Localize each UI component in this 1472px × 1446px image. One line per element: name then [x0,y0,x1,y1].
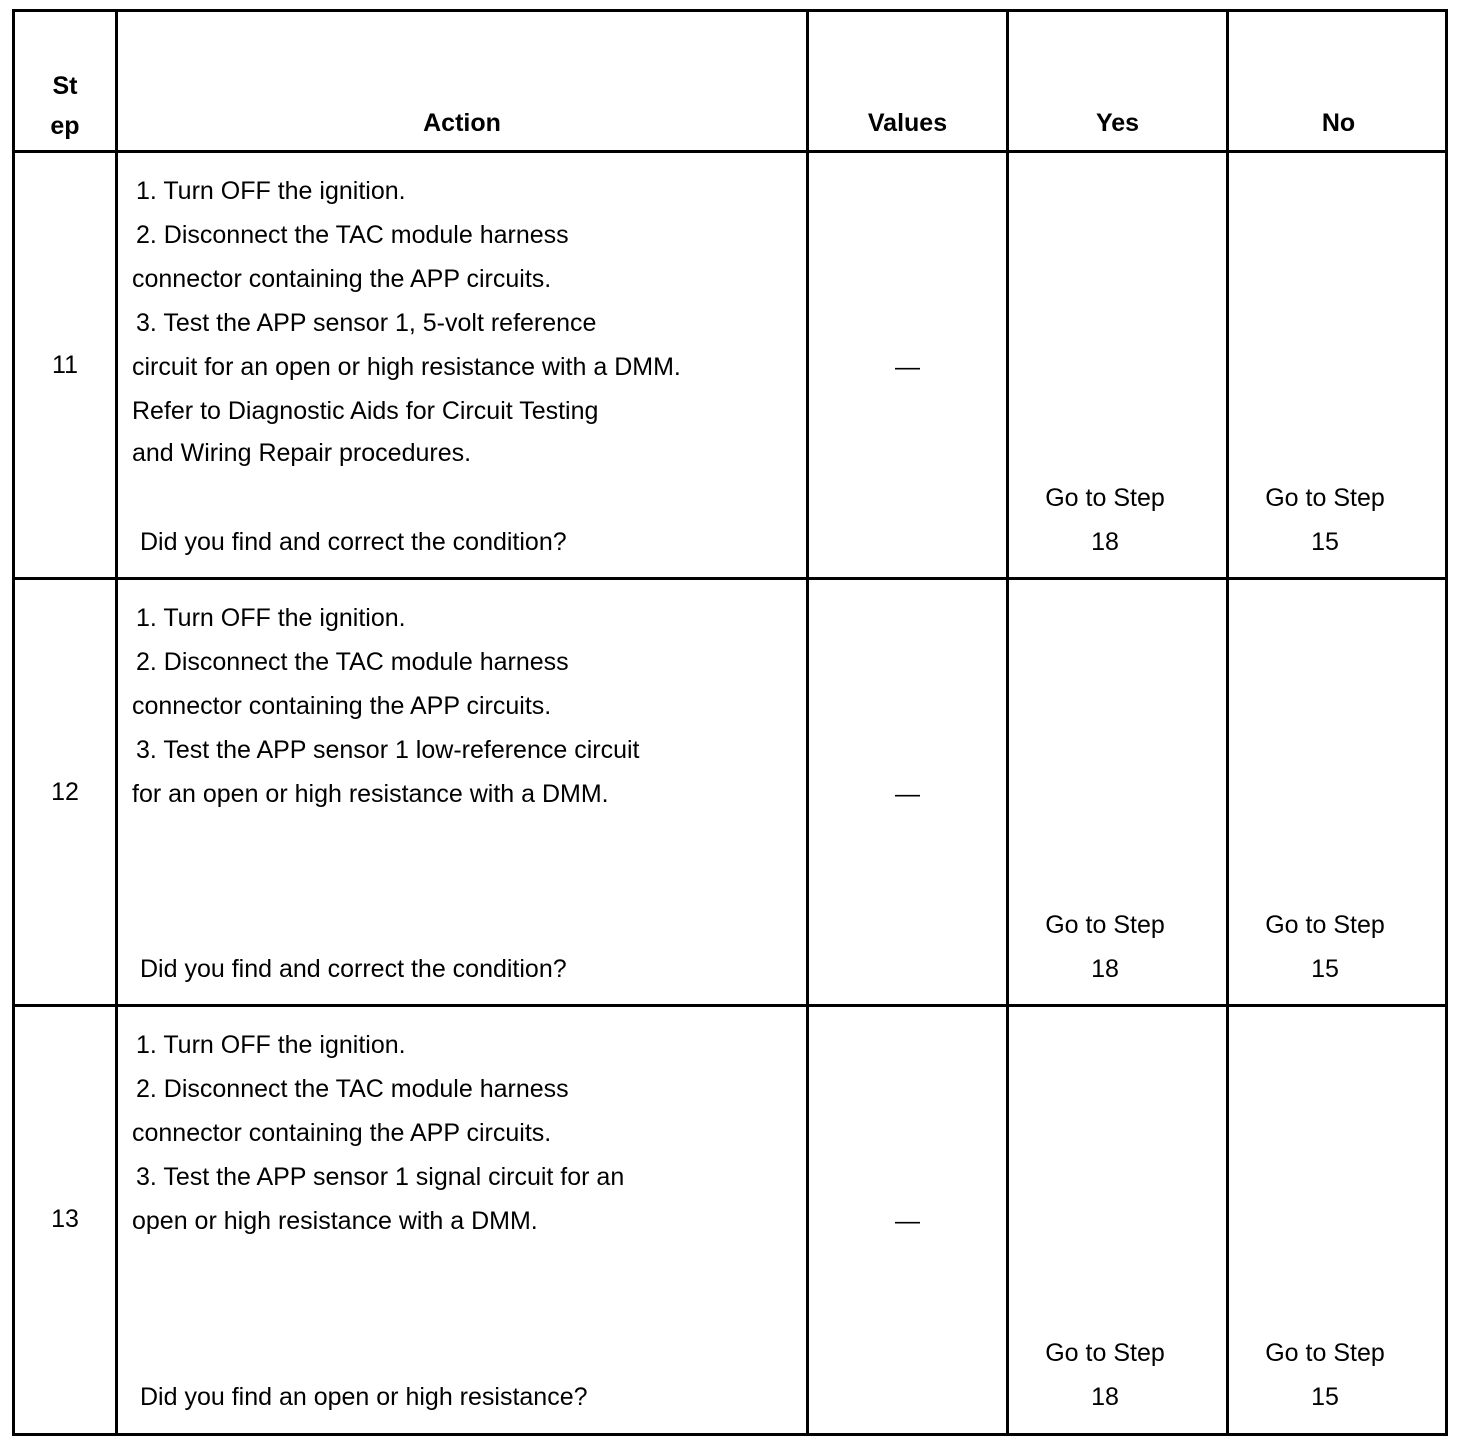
goto-label: Go to Step [1045,484,1165,512]
question-text: Did you find and correct the condition? [140,955,567,983]
action-line: circuit for an open or high resistance with a DMM. [132,353,681,381]
row-divider [15,150,1445,153]
row-divider [15,577,1445,580]
goto-step: 18 [1091,1383,1119,1411]
action-line: open or high resistance with a DMM. [132,1207,538,1235]
header-step-line2: ep [50,112,80,140]
question-text: Did you find an open or high resistance? [140,1383,588,1411]
goto-label: Go to Step [1265,911,1385,939]
action-line: 1. Turn OFF the ignition. [136,604,406,632]
yes-goto [1009,1331,1201,1419]
header-yes: Yes [1095,109,1140,137]
goto-step: 18 [1091,528,1119,556]
goto-label: Go to Step [1265,484,1385,512]
goto-label: Go to Step [1265,1339,1385,1367]
no-goto [1229,1331,1421,1419]
question-text: Did you find and correct the condition? [140,528,567,556]
goto-step: 18 [1091,955,1119,983]
action-line: 1. Turn OFF the ignition. [136,177,406,205]
action-line: 3. Test the APP sensor 1, 5-volt reference [136,309,597,337]
values-dash: — [895,1207,920,1235]
row-divider [15,1004,1445,1007]
action-text [132,169,681,473]
header-action: Action [423,109,501,137]
col-divider [1226,12,1229,1433]
action-line: 2. Disconnect the TAC module harness [136,1075,569,1103]
diagnostic-table [12,9,1448,1436]
step-number: 13 [51,1205,79,1233]
action-line: for an open or high resistance with a DMM. [132,780,609,808]
action-line: 2. Disconnect the TAC module harness [136,221,569,249]
yes-goto [1009,903,1201,991]
header-values: Values [867,109,948,137]
no-goto [1229,903,1421,991]
action-line: connector containing the APP circuits. [132,692,552,720]
yes-goto [1009,476,1201,564]
header-step-line1: St [52,72,78,100]
action-line: connector containing the APP circuits. [132,265,552,293]
header-no: No [1321,109,1356,137]
action-text [132,1023,624,1243]
goto-step: 15 [1311,528,1339,556]
col-divider [115,12,118,1433]
action-line: 1. Turn OFF the ignition. [136,1031,406,1059]
action-line: 2. Disconnect the TAC module harness [136,648,569,676]
step-number: 12 [51,778,79,806]
goto-step: 15 [1311,955,1339,983]
action-line: connector containing the APP circuits. [132,1119,552,1147]
step-number: 11 [52,351,78,379]
goto-step: 15 [1311,1383,1339,1411]
col-divider [1006,12,1009,1433]
goto-label: Go to Step [1045,1339,1165,1367]
action-line: and Wiring Repair procedures. [132,439,472,467]
action-line: 3. Test the APP sensor 1 signal circuit for an [136,1163,625,1191]
goto-label: Go to Step [1045,911,1165,939]
header-step [15,66,115,146]
action-line: 3. Test the APP sensor 1 low-reference circuit [136,736,640,764]
action-line: Refer to Diagnostic Aids for Circuit Testing [132,397,599,425]
action-text [132,596,640,816]
values-dash: — [895,353,920,381]
no-goto [1229,476,1421,564]
values-dash: — [895,780,920,808]
